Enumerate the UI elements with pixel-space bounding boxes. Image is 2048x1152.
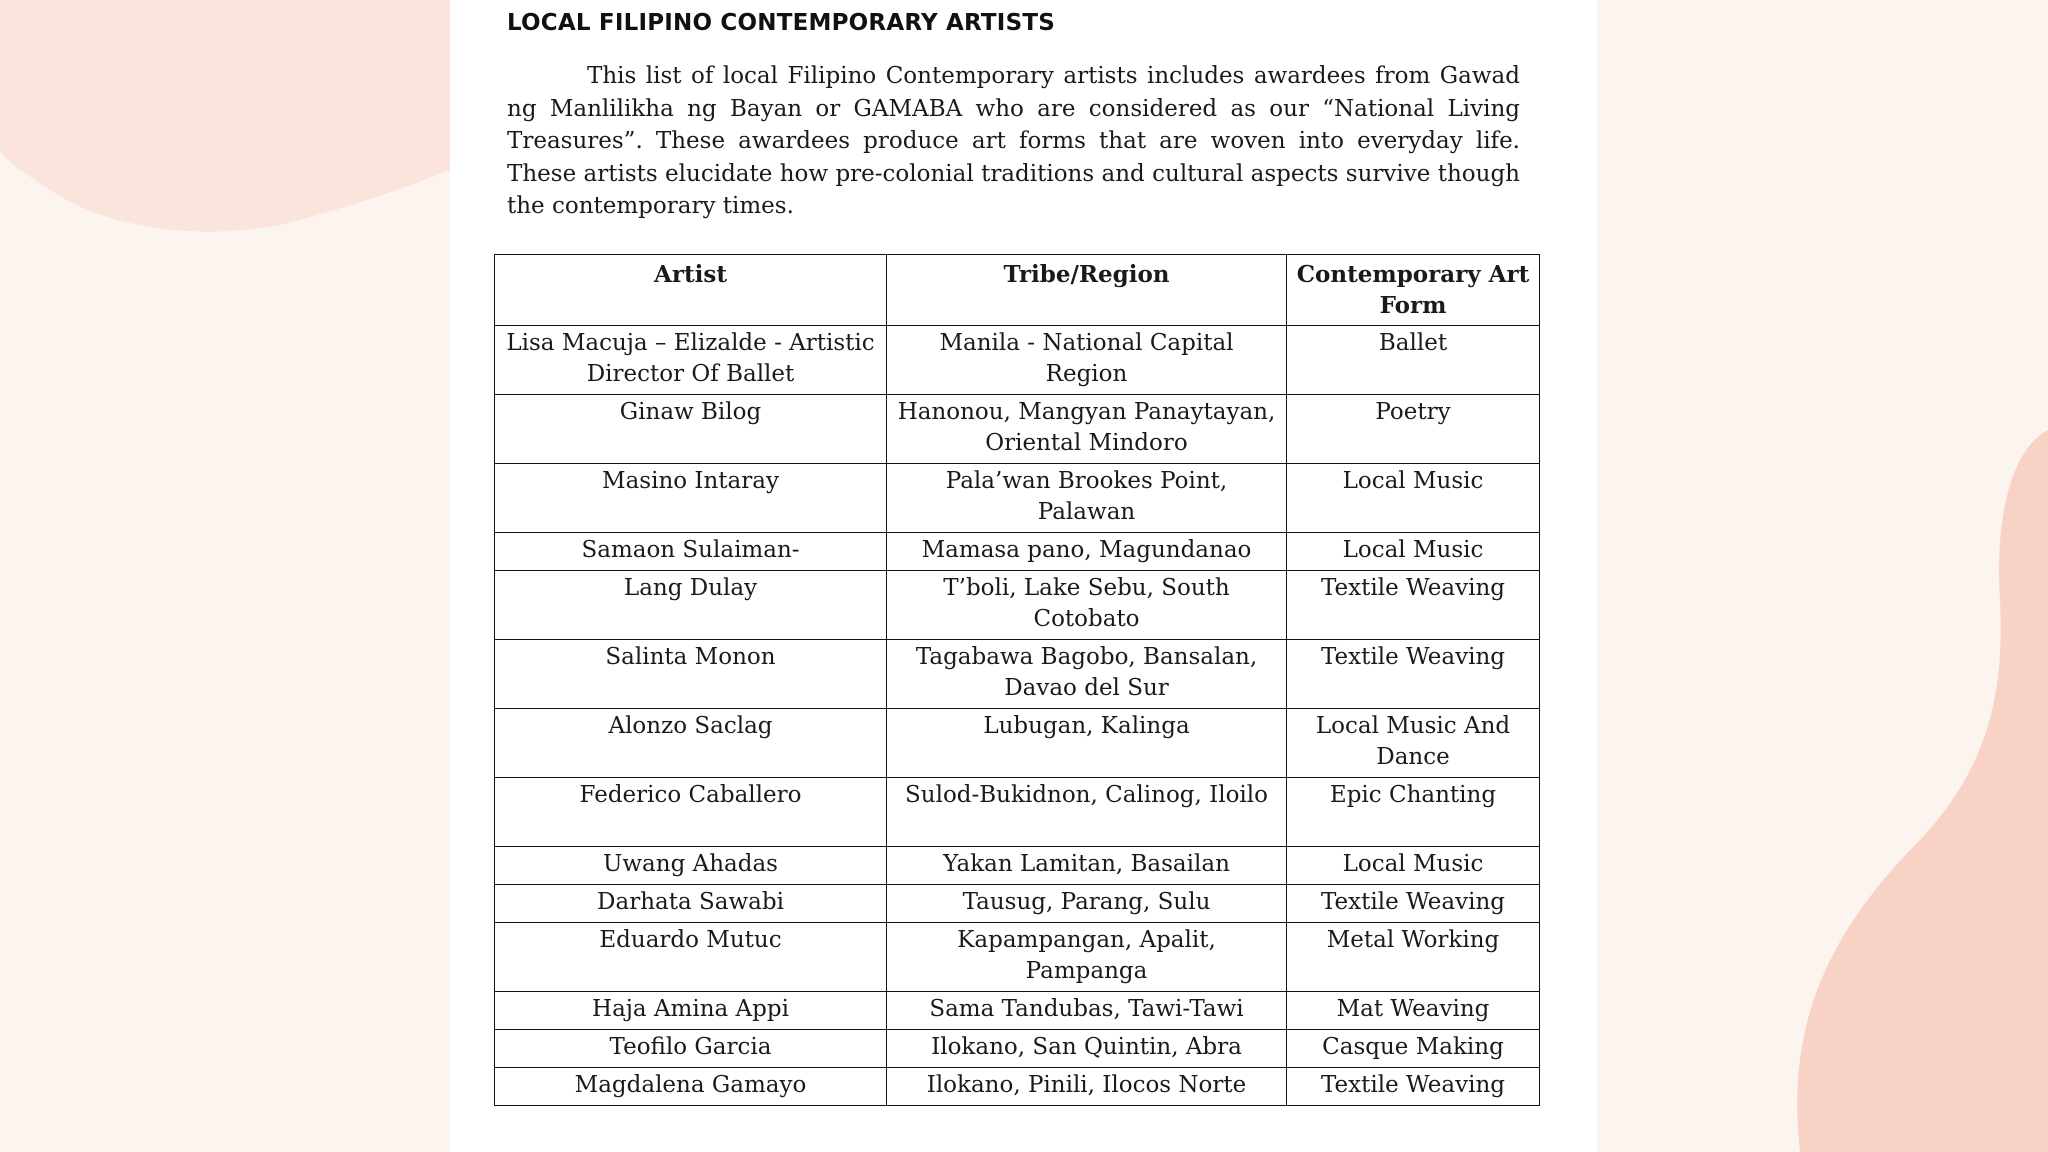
tribe-region-cell: Hanonou, Mangyan Panaytayan, Oriental Mindoro — [887, 395, 1287, 464]
tribe-region-cell: Ilokano, San Quintin, Abra — [887, 1030, 1287, 1068]
artist-cell: Salinta Monon — [495, 640, 887, 709]
art-form-cell: Local Music — [1287, 847, 1540, 885]
art-form-cell: Textile Weaving — [1287, 571, 1540, 640]
artist-cell: Eduardo Mutuc — [495, 923, 887, 992]
table-row — [495, 778, 1540, 847]
header-tribe-region: Tribe/Region — [887, 255, 1287, 326]
table-row — [495, 709, 1540, 778]
table-row — [495, 923, 1540, 992]
artist-cell: Teofilo Garcia — [495, 1030, 887, 1068]
art-form-cell: Textile Weaving — [1287, 640, 1540, 709]
artist-cell: Lisa Macuja – Elizalde - Artistic Director Of Ballet — [495, 326, 887, 395]
tribe-region-cell: Manila - National Capital Region — [887, 326, 1287, 395]
table-row — [495, 847, 1540, 885]
tribe-region-cell: Tagabawa Bagobo, Bansalan, Davao del Sur — [887, 640, 1287, 709]
tribe-region-cell: Mamasa pano, Magundanao — [887, 533, 1287, 571]
table-row — [495, 992, 1540, 1030]
artists-table — [494, 254, 1540, 1106]
artist-cell: Masino Intaray — [495, 464, 887, 533]
art-form-cell: Local Music — [1287, 464, 1540, 533]
artist-cell: Darhata Sawabi — [495, 885, 887, 923]
tribe-region-cell: Kapampangan, Apalit, Pampanga — [887, 923, 1287, 992]
intro-paragraph: This list of local Filipino Contemporary artists includes awardees from Gawad ng Manlilikha ng Bayan or GAMABA who are considered as our “National Living Treasures”. These awardees produce art forms that are woven into everyday life. These artists elucidate how pre-colonial traditions and cultural aspects survive though the contemporary times. — [507, 63, 1520, 219]
page-title: LOCAL FILIPINO CONTEMPORARY ARTISTS — [507, 10, 1055, 36]
artist-cell: Ginaw Bilog — [495, 395, 887, 464]
tribe-region-cell: T’boli, Lake Sebu, South Cotobato — [887, 571, 1287, 640]
art-form-cell: Ballet — [1287, 326, 1540, 395]
art-form-cell: Metal Working — [1287, 923, 1540, 992]
table-row — [495, 395, 1540, 464]
bottom-right-blob — [1797, 430, 2048, 1152]
document-page — [450, 0, 1597, 1152]
art-form-cell: Textile Weaving — [1287, 885, 1540, 923]
table-row — [495, 640, 1540, 709]
tribe-region-cell: Ilokano, Pinili, Ilocos Norte — [887, 1068, 1287, 1106]
header-artist: Artist — [495, 255, 887, 326]
artist-cell: Alonzo Saclag — [495, 709, 887, 778]
artist-cell: Federico Caballero — [495, 778, 887, 847]
art-form-cell: Poetry — [1287, 395, 1540, 464]
top-left-blob — [0, 0, 450, 232]
art-form-cell: Casque Making — [1287, 1030, 1540, 1068]
table-row — [495, 885, 1540, 923]
table-row — [495, 464, 1540, 533]
artist-cell: Samaon Sulaiman- — [495, 533, 887, 571]
art-form-cell: Textile Weaving — [1287, 1068, 1540, 1106]
artist-cell: Uwang Ahadas — [495, 847, 887, 885]
art-form-cell: Local Music — [1287, 533, 1540, 571]
artist-cell: Lang Dulay — [495, 571, 887, 640]
art-form-cell: Epic Chanting — [1287, 778, 1540, 847]
tribe-region-cell: Yakan Lamitan, Basailan — [887, 847, 1287, 885]
table-row — [495, 1068, 1540, 1106]
tribe-region-cell: Sama Tandubas, Tawi-Tawi — [887, 992, 1287, 1030]
table-row — [495, 571, 1540, 640]
tribe-region-cell: Lubugan, Kalinga — [887, 709, 1287, 778]
tribe-region-cell: Pala’wan Brookes Point, Palawan — [887, 464, 1287, 533]
art-form-cell: Mat Weaving — [1287, 992, 1540, 1030]
artist-cell: Magdalena Gamayo — [495, 1068, 887, 1106]
header-contemporary-art-form: Contemporary Art Form — [1287, 255, 1540, 326]
artist-cell: Haja Amina Appi — [495, 992, 887, 1030]
art-form-cell: Local Music And Dance — [1287, 709, 1540, 778]
table-row — [495, 1030, 1540, 1068]
tribe-region-cell: Tausug, Parang, Sulu — [887, 885, 1287, 923]
tribe-region-cell: Sulod-Bukidnon, Calinog, Iloilo — [887, 778, 1287, 847]
table-row — [495, 326, 1540, 395]
table-header-row — [495, 255, 1540, 326]
table-row — [495, 533, 1540, 571]
